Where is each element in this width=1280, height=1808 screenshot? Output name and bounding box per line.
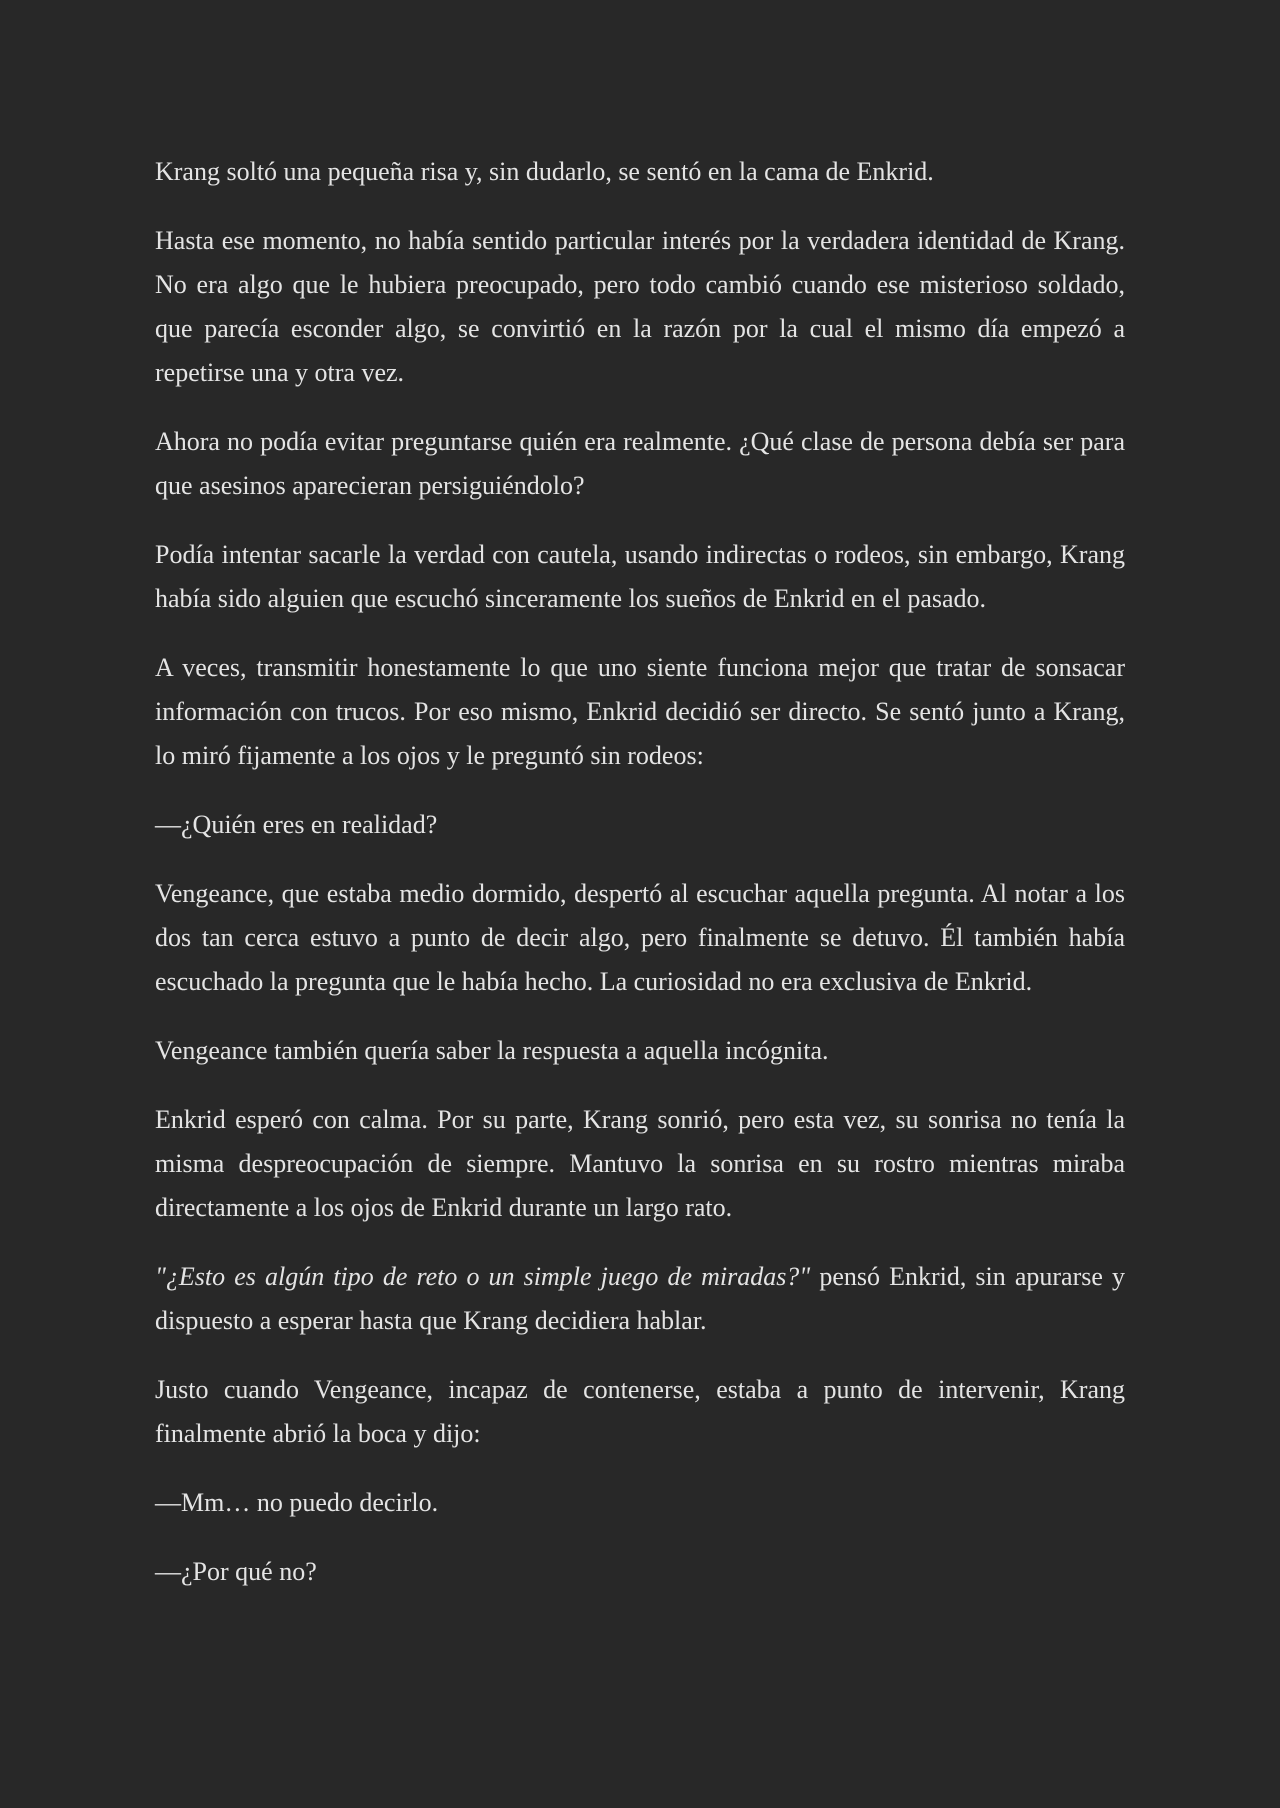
paragraph-text: pensó Enkrid, sin apurarse y dispuesto a esperar hasta que Krang decidiera hablar. [155, 1262, 1125, 1335]
dialogue-line: —¿Quién eres en realidad? [155, 810, 438, 839]
paragraph: Ahora no podía evitar preguntarse quién era realmente. ¿Qué clase de persona debía ser para que asesinos aparecieran persiguiéndolo? [155, 427, 1125, 500]
paragraph: Justo cuando Vengeance, incapaz de contenerse, estaba a punto de intervenir, Krang finalmente abrió la boca y dijo: [155, 1375, 1125, 1448]
paragraph-with-thought [155, 1255, 1125, 1343]
paragraph: Krang soltó una pequeña risa y, sin dudarlo, se sentó en la cama de Enkrid. [155, 157, 934, 186]
dialogue-line: —¿Por qué no? [155, 1557, 317, 1586]
paragraph: Vengeance también quería saber la respuesta a aquella incógnita. [155, 1036, 829, 1065]
paragraph: Hasta ese momento, no había sentido particular interés por la verdadera identidad de Krang. No era algo que le hubiera preocupado, pero todo cambió cuando ese misterioso soldado, que parecía esconder algo, se convirtió en la razón por la cual el mismo día empezó a repetirse una y otra vez. [155, 226, 1125, 387]
paragraph: Podía intentar sacarle la verdad con cautela, usando indirectas o rodeos, sin embargo, Krang había sido alguien que escuchó sinceramente los sueños de Enkrid en el pasado. [155, 540, 1125, 613]
reader-content [155, 150, 1125, 1619]
paragraph: A veces, transmitir honestamente lo que uno siente funciona mejor que tratar de sonsacar información con trucos. Por eso mismo, Enkrid decidió ser directo. Se sentó junto a Krang, lo miró fijamente a los ojos y le preguntó sin rodeos: [155, 653, 1125, 770]
paragraph: Enkrid esperó con calma. Por su parte, Krang sonrió, pero esta vez, su sonrisa no tenía la misma despreocupación de siempre. Mantuvo la sonrisa en su rostro mientras miraba directamente a los ojos de Enkrid durante un largo rato. [155, 1105, 1125, 1222]
dialogue-line: —Mm… no puedo decirlo. [155, 1488, 439, 1517]
paragraph: Vengeance, que estaba medio dormido, despertó al escuchar aquella pregunta. Al notar a los dos tan cerca estuvo a punto de decir algo, pero finalmente se detuvo. Él también había escuchado la pregunta que le había hecho. La curiosidad no era exclusiva de Enkrid. [155, 879, 1125, 996]
italic-thought: "¿Esto es algún tipo de reto o un simple juego de miradas?" [155, 1262, 811, 1291]
